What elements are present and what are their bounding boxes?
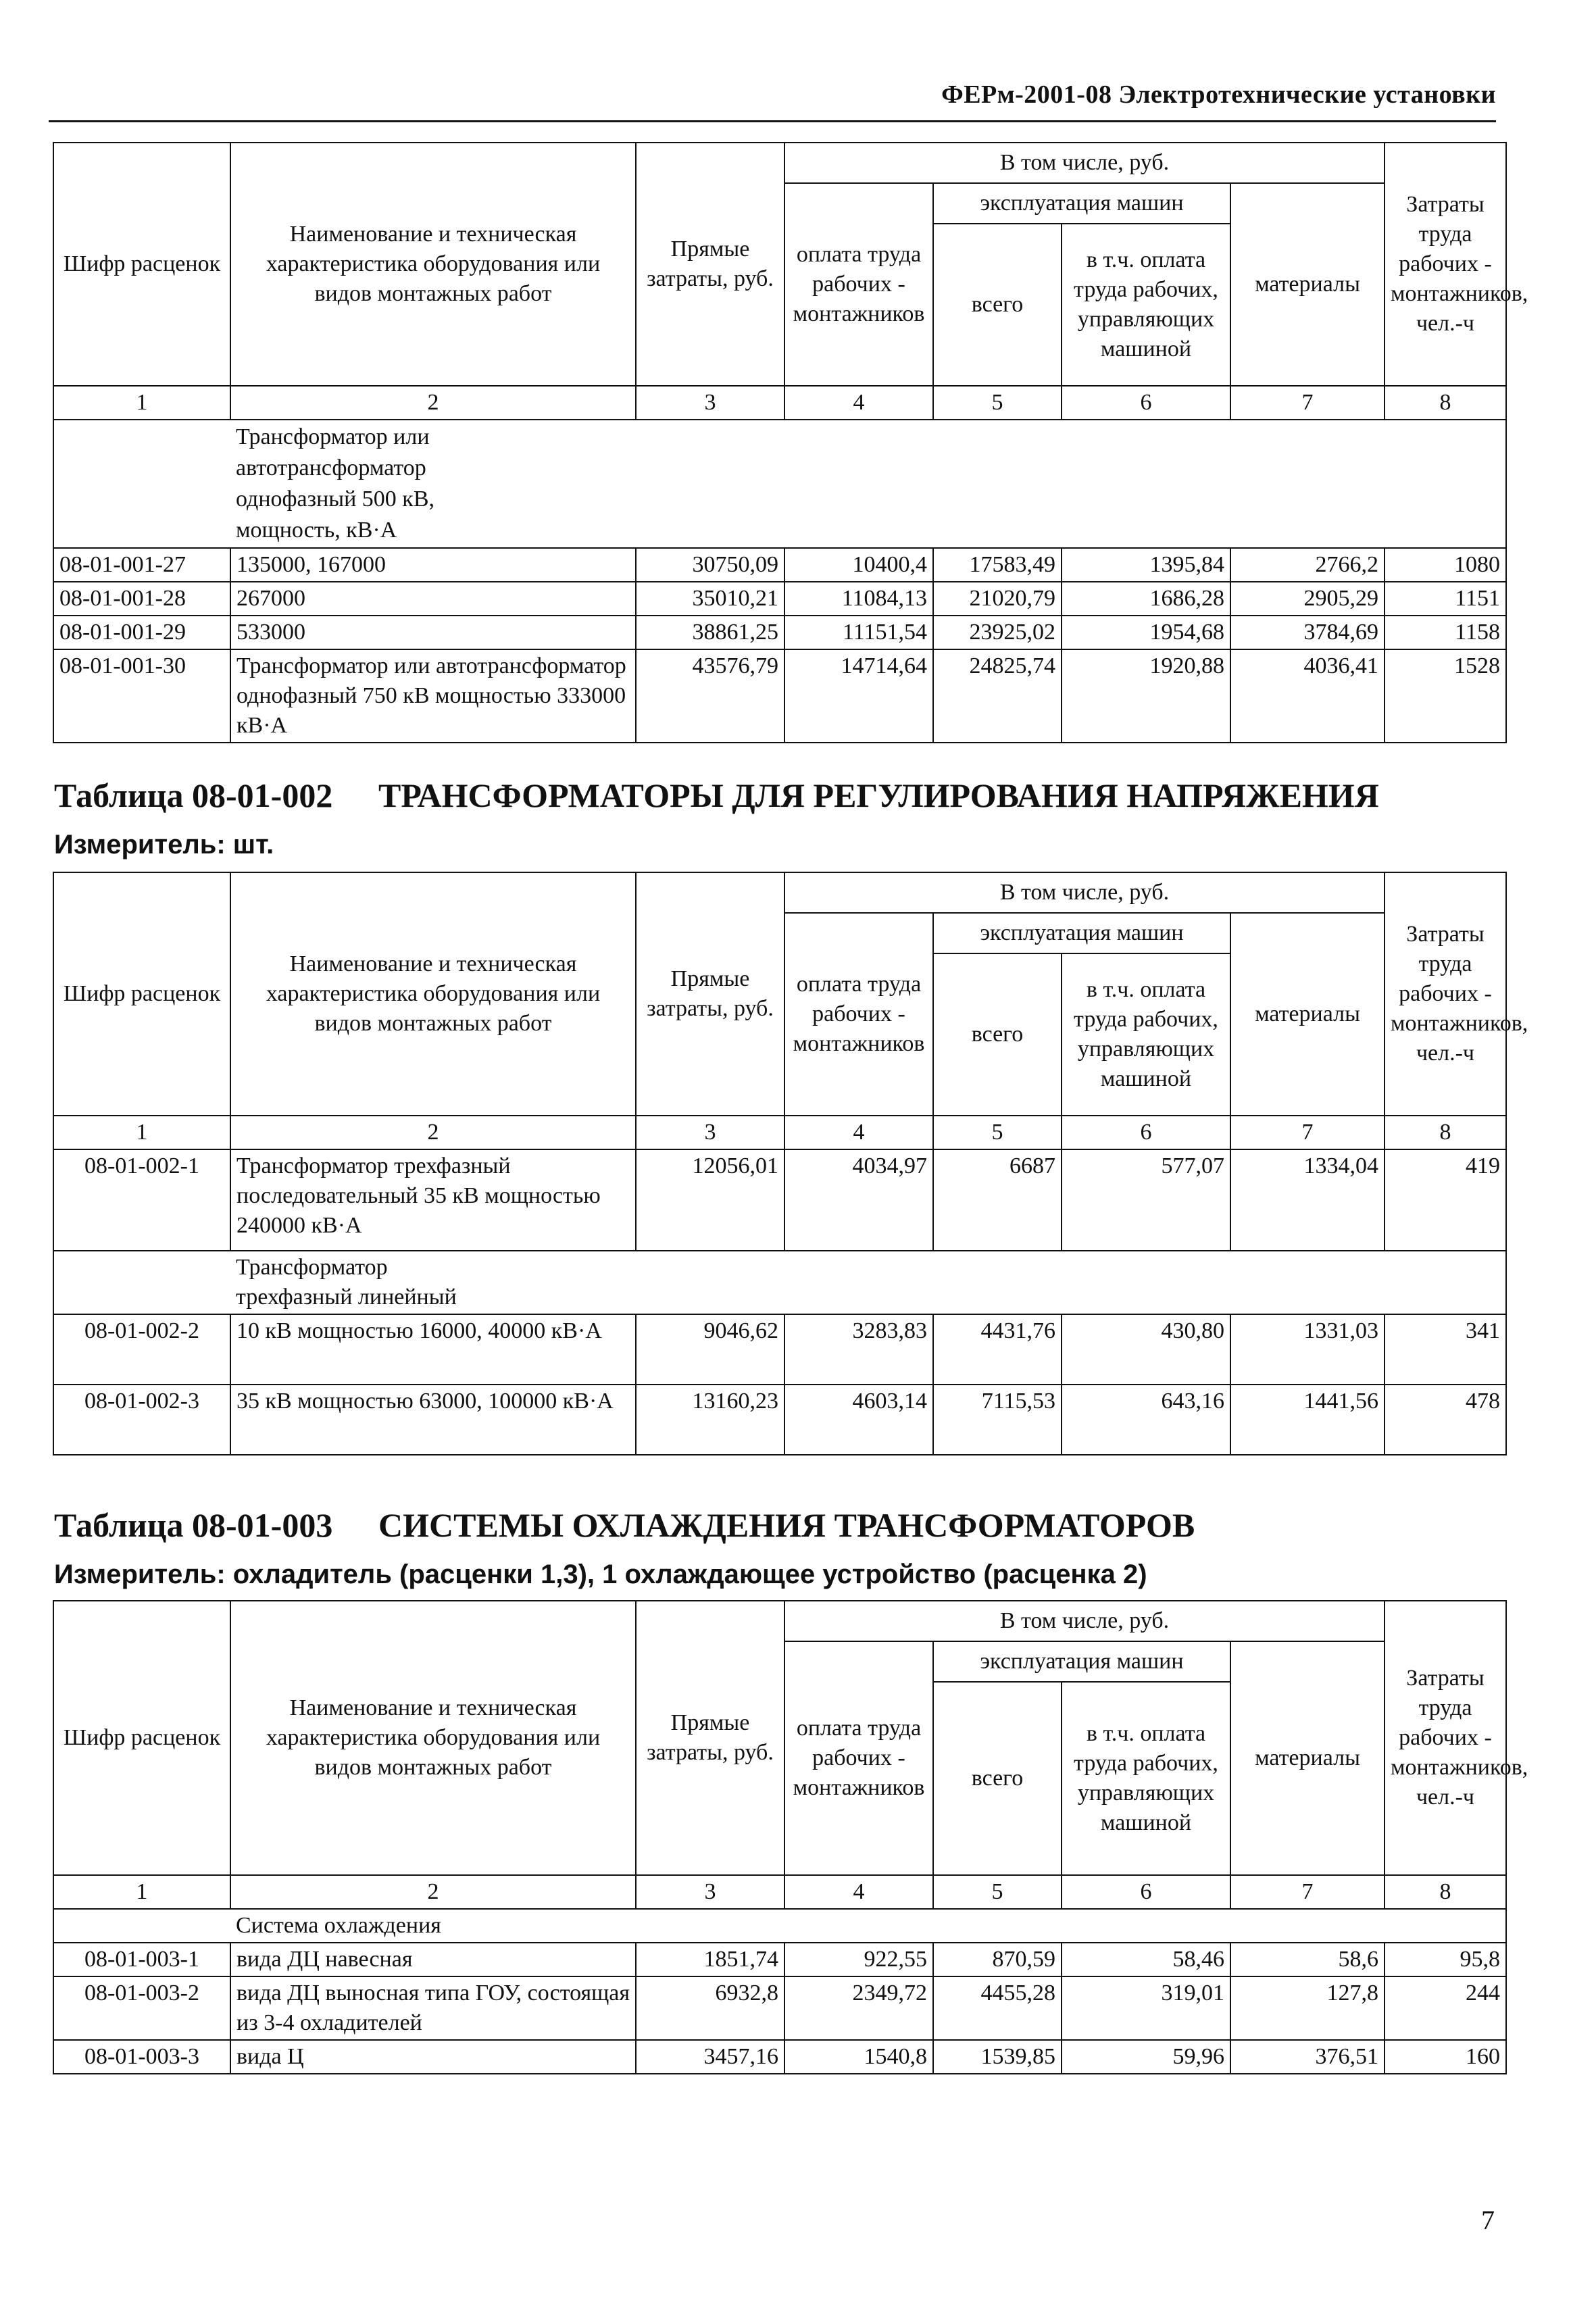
measure-unit: Измеритель: шт. (54, 830, 274, 860)
group-row (53, 1251, 1506, 1314)
col-header-materials: материалы (1230, 183, 1385, 386)
table-row: 08-01-001-29 533000 38861,25 11151,54 23925,02 1954,68 3784,69 1158 (53, 616, 1506, 649)
col-header-name: Наименование и техническая характеристика оборудования или видов монтажных работ (230, 872, 636, 1116)
section-title-08-01-003: Таблица 08-01-003 СИСТЕМЫ ОХЛАЖДЕНИЯ ТРАНСФОРМАТОРОВ (54, 1506, 1195, 1544)
group-label: Система охлаждения (230, 1909, 1506, 1943)
col-header-machines-labor: в т.ч. оплата труда рабочих, управляющих машиной (1062, 224, 1230, 386)
col-header-code: Шифр расценок (53, 872, 230, 1116)
col-header-labor: оплата труда рабочих - монтажников (784, 1641, 933, 1875)
col-header-machines: эксплуатация машин (933, 1641, 1230, 1682)
col-header-labor: оплата труда рабочих - монтажников (784, 913, 933, 1116)
table-row: 08-01-003-1 вида ДЦ навесная 1851,74 922,55 870,59 58,46 58,6 95,8 (53, 1943, 1506, 1976)
col-header-machines: эксплуатация машин (933, 913, 1230, 953)
col-header-name: Наименование и техническая характеристика оборудования или видов монтажных работ (230, 143, 636, 386)
col-header-direct: Прямые затраты, руб. (636, 143, 784, 386)
table-row: 08-01-001-28 267000 35010,21 11084,13 21020,79 1686,28 2905,29 1151 (53, 582, 1506, 616)
col-header-machines-labor: в т.ч. оплата труда рабочих, управляющих машиной (1062, 953, 1230, 1116)
table-row: 08-01-002-1 Трансформатор трехфазный последовательный 35 кВ мощностью 240000 кВ·А 12056,01 4034,97 6687 577,07 1334,04 419 (53, 1149, 1506, 1251)
measure-unit: Измеритель: охладитель (расценки 1,3), 1 охлаждающее устройство (расценка 2) (54, 1560, 1147, 1589)
table-08-01-002 (53, 872, 1528, 1455)
table-08-01-001 (53, 142, 1528, 743)
group-label: Трансформатор или автотрансформатор однофазный 500 кВ, мощность, кВ·А (230, 420, 1506, 548)
header-divider (49, 120, 1496, 122)
col-header-incl: В том числе, руб. (784, 872, 1385, 913)
col-header-materials: материалы (1230, 913, 1385, 1116)
column-number-row: 1 2 3 4 5 6 7 8 (53, 1875, 1506, 1909)
col-header-machines-total: всего (933, 953, 1062, 1116)
page-number: 7 (1481, 2205, 1495, 2235)
col-header-name: Наименование и техническая характеристика оборудования или видов монтажных работ (230, 1601, 636, 1875)
col-header-labor: оплата труда рабочих - монтажников (784, 183, 933, 386)
col-header-materials: материалы (1230, 1641, 1385, 1875)
section-title-08-01-002: Таблица 08-01-002 ТРАНСФОРМАТОРЫ ДЛЯ РЕГУЛИРОВАНИЯ НАПРЯЖЕНИЯ (54, 776, 1379, 814)
page-header-title: ФЕРм-2001-08 Электротехнические установки (941, 80, 1496, 109)
table-row: 08-01-003-2 вида ДЦ выносная типа ГОУ, состоящая из 3-4 охладителей 6932,8 2349,72 4455,28 319,01 127,8 244 (53, 1976, 1506, 2040)
col-header-machines-total: всего (933, 1682, 1062, 1875)
table-row: 08-01-002-2 10 кВ мощностью 16000, 40000 кВ·А 9046,62 3283,83 4431,76 430,80 1331,03 341 (53, 1314, 1506, 1385)
col-header-machines-total: всего (933, 224, 1062, 386)
col-header-incl: В том числе, руб. (784, 1601, 1385, 1641)
table-row: 08-01-003-3 вида Ц 3457,16 1540,8 1539,85 59,96 376,51 160 (53, 2040, 1506, 2074)
col-header-code: Шифр расценок (53, 1601, 230, 1875)
table-row: 08-01-001-27 135000, 167000 30750,09 10400,4 17583,49 1395,84 2766,2 1080 (53, 548, 1506, 582)
group-row (53, 420, 1506, 548)
col-header-workers: Затраты труда рабочих - монтажников, чел.-ч (1385, 143, 1506, 386)
group-label: Трансформатор трехфазный линейный (230, 1251, 1506, 1314)
col-header-direct: Прямые затраты, руб. (636, 1601, 784, 1875)
table-row: 08-01-002-3 35 кВ мощностью 63000, 100000 кВ·А 13160,23 4603,14 7115,53 643,16 1441,56 478 (53, 1385, 1506, 1455)
col-header-direct: Прямые затраты, руб. (636, 872, 784, 1116)
col-header-incl: В том числе, руб. (784, 143, 1385, 183)
column-number-row: 1 2 3 4 5 6 7 8 (53, 1116, 1506, 1149)
table-08-01-003 (53, 1600, 1528, 2074)
col-header-machines: эксплуатация машин (933, 183, 1230, 224)
col-header-workers: Затраты труда рабочих - монтажников, чел.-ч (1385, 872, 1506, 1116)
group-row (53, 1909, 1506, 1943)
table-row: 08-01-001-30 Трансформатор или автотрансформатор однофазный 750 кВ мощностью 333000 кВ·А 43576,79 14714,64 24825,74 1920,88 4036,41 1528 (53, 649, 1506, 743)
col-header-code: Шифр расценок (53, 143, 230, 386)
col-header-machines-labor: в т.ч. оплата труда рабочих, управляющих машиной (1062, 1682, 1230, 1875)
col-header-workers: Затраты труда рабочих - монтажников, чел.-ч (1385, 1601, 1506, 1875)
column-number-row: 1 2 3 4 5 6 7 8 (53, 386, 1506, 420)
